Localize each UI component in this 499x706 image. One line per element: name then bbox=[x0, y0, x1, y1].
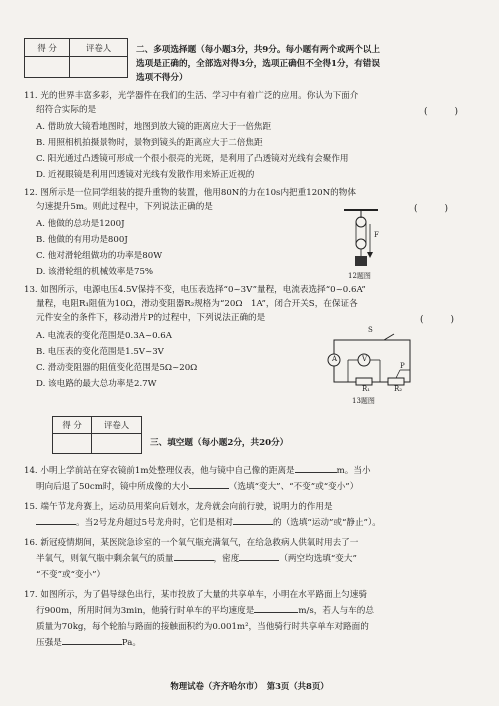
section2-line2: 选项是正确的，全部选对得3分，选项正确但不全得1分，有错误 bbox=[136, 59, 380, 69]
score-label: 得 分 bbox=[53, 417, 92, 434]
q13-stem-1: 13. 如图所示，电源电压4.5V保持不变，电压表选择“0~3V”量程，电流表选择“0~0.6A” bbox=[24, 285, 366, 295]
weight-block bbox=[355, 256, 367, 266]
section3-heading: 三、填空题（每小题2分，共20分） bbox=[150, 438, 289, 448]
q12-option-d: D. 该滑轮组的机械效率是75% bbox=[36, 267, 154, 277]
q11-option-c: C. 阳光通过凸透镜可形成一个很小很亮的光斑，是利用了凸透镜对光线有会聚作用 bbox=[36, 154, 349, 164]
q12-stem-2: 匀速提升5m。则此过程中，下列说法正确的是 bbox=[36, 202, 213, 212]
q12-answer-paren[interactable]: ( ) bbox=[414, 204, 449, 214]
section2-line3: 选项不得分） bbox=[136, 73, 188, 83]
q11-option-a: A. 借助放大镜看地图时，地图到放大镜的距离应大于一倍焦距 bbox=[36, 122, 272, 132]
page-footer: 物理试卷（齐齐哈尔市） 第3页（共8页） bbox=[170, 681, 329, 691]
pulley-force-label: F bbox=[374, 231, 379, 239]
q17-line4: 压强是 Pa。 bbox=[36, 638, 141, 648]
q16-line1: 16. 新冠疫情期间，某医院急诊室的一个氧气瓶充满氧气，在给急救病人供氧时用去了一 bbox=[24, 538, 359, 548]
q13-option-d: D. 该电路的最大总功率是2.7W bbox=[36, 379, 157, 389]
circuit-wire bbox=[334, 340, 410, 382]
score-box-1 bbox=[24, 38, 128, 78]
score-label: 得 分 bbox=[25, 39, 70, 57]
q11-stem-2: 绍符合实际的是 bbox=[36, 105, 97, 115]
q13-option-c: C. 滑动变阻器的阻值变化范围是5Ω~20Ω bbox=[36, 363, 198, 373]
circuit-label-s: S bbox=[368, 326, 373, 334]
circuit-figure bbox=[328, 330, 418, 390]
pulley-figure bbox=[336, 208, 396, 278]
q15-blank-1[interactable] bbox=[36, 524, 76, 525]
score-box-2 bbox=[52, 416, 142, 454]
q17-blank-1[interactable] bbox=[254, 612, 298, 613]
circuit-label-a: A bbox=[332, 355, 338, 363]
switch bbox=[384, 334, 394, 340]
q13-stem-3: 元件安全的条件下，移动滑片P的过程中，下列说法正确的是 bbox=[36, 313, 266, 323]
circuit-label-r1: R₁ bbox=[362, 385, 371, 393]
q17-line2: 行900m，所用时间为3min，他骑行时单车的平均速度是 m/s，若人与车的总 bbox=[36, 606, 374, 616]
q16-blank-1[interactable] bbox=[174, 560, 214, 561]
q12-figure-caption: 12题图 bbox=[348, 272, 371, 280]
q14-blank-1[interactable] bbox=[295, 472, 337, 473]
grader-label: 评卷人 bbox=[70, 39, 128, 57]
q14-line2: 明向后退了50cm时，镜中所成像的大小 （选填“变大”、“不变”或“变小”） bbox=[36, 482, 359, 492]
rheostat-r2 bbox=[388, 378, 404, 385]
slider-p bbox=[396, 370, 400, 378]
q12-stem-1: 12. 图所示是一位同学组装的提升重物的装置，他用80N的力在10s内把重120N的物体 bbox=[24, 188, 356, 198]
grader-label: 评卷人 bbox=[92, 417, 142, 434]
q16-blank-2[interactable] bbox=[239, 560, 279, 561]
circuit-label-p: P bbox=[400, 362, 405, 370]
q13-option-a: A. 电流表的变化范围是0.3A~0.6A bbox=[36, 331, 172, 341]
q17-line1: 17. 如图所示，为了倡导绿色出行，某市投放了大量的共享单车，小明在水平路面上匀速骑 bbox=[24, 590, 367, 600]
q14-line1: 14. 小明上学前站在穿衣镜前1m处整理仪表，他与镜中自己像的距离是 m。当小 bbox=[24, 466, 371, 476]
circuit-label-r2: R₂ bbox=[394, 385, 403, 393]
q13-stem-2: 量程，电阻R₁阻值为10Ω，滑动变阻器R₂规格为“20Ω 1A”，闭合开关S，在保证各 bbox=[36, 299, 358, 309]
q15-line1: 15. 端午节龙舟赛上，运动员用桨向后划水，龙舟就会向前行驶，说明力的作用是 bbox=[24, 502, 333, 512]
q15-blank-2[interactable] bbox=[233, 524, 273, 525]
section2-heading: 二、多项选择题（每小题3分，共9分。每小题有两个或两个以上 bbox=[136, 45, 380, 55]
fixed-pulley bbox=[356, 217, 366, 227]
resistor-r1 bbox=[356, 378, 372, 385]
q13-option-b: B. 电压表的变化范围是1.5V~3V bbox=[36, 347, 164, 357]
movable-pulley bbox=[356, 239, 366, 249]
q11-option-b: B. 用照相机拍摄景物时，景物到镜头的距离应大于二倍焦距 bbox=[36, 138, 263, 148]
q12-option-b: B. 他做的有用功是800J bbox=[36, 235, 128, 245]
q11-option-d: D. 近视眼镜是利用凹透镜对光线有发散作用来矫正近视的 bbox=[36, 170, 255, 180]
q13-answer-paren[interactable]: ( ) bbox=[420, 315, 455, 325]
q11-stem-1: 11. 光的世界丰富多彩，光学器件在我们的生活、学习中有着广泛的应用。你认为下面介 bbox=[24, 91, 359, 101]
q12-option-a: A. 他做的总功是1200J bbox=[36, 219, 125, 229]
q17-line3: 质量为70kg，每个轮胎与路面的接触面积约为0.001m²，当他骑行时共享单车对路面的 bbox=[36, 622, 369, 632]
q16-line3: “不变”或“变小”） bbox=[36, 570, 106, 580]
q11-answer-paren[interactable]: ( ) bbox=[424, 107, 459, 117]
q16-line2: 半氧气，则氧气瓶中剩余氧气的质量 ，密度 （两空均选填“变大” bbox=[36, 554, 357, 564]
q17-blank-2[interactable] bbox=[62, 644, 122, 645]
q15-line2: 。当2号龙舟超过5号龙舟时，它们是相对 的（选填“运动”或“静止”）。 bbox=[36, 517, 381, 529]
q14-blank-2[interactable] bbox=[189, 488, 229, 489]
q12-option-c: C. 他对滑轮组做功的功率是80W bbox=[36, 251, 163, 261]
force-arrow bbox=[367, 252, 373, 258]
q13-figure-caption: 13题图 bbox=[352, 397, 375, 405]
circuit-label-v: V bbox=[362, 355, 368, 363]
